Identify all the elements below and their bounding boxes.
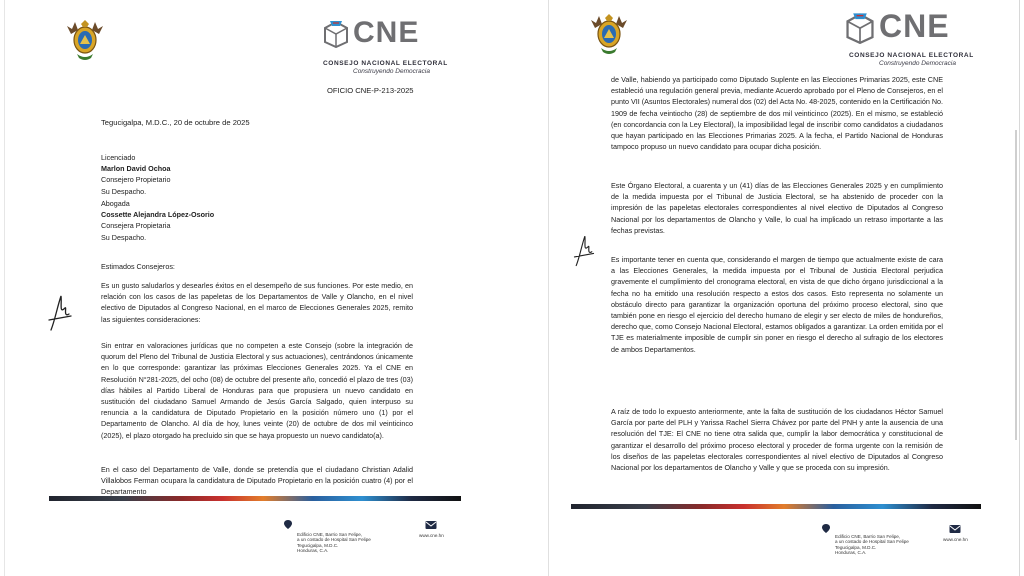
body-paragraph: Sin entrar en valoraciones jurídicas que no competen a este Consejo (sobre la integración de quorum del Pleno del Tribunal de Justicia Electoral y sus actuaciones), centrándonos únicamente en lo que corresponde: garantizar las próximas Elecciones Generales 2025. Ya el CNE en Resolución N°281-2025, del ocho (08) de octubre del presente año, concedió el plazo de tres (03) días hábiles al Partido Liberal de Honduras para que propusiera un nuevo candidato en sustitución del ciudadano Samuel Armando de Jesús García Salgado, quien interpuso su renuncia a la candidatura de Diputado Propietario en la posición número uno (1) por el Departamento de Olancho. Al día de hoy, lunes veinte (20) de octubre de dos mil veinticinco (2025), el plazo otorgado ha precluido sin que se haya propuesto un nuevo candidato(a). bbox=[101, 341, 413, 440]
recipient-2 bbox=[101, 198, 214, 243]
cne-logo-text: CNE bbox=[353, 16, 420, 49]
recipient-1-office: Su Despacho. bbox=[101, 186, 147, 196]
recipient-1-role: Consejero Propietario bbox=[101, 175, 171, 185]
footer-address-line: a un costado de Hospital San Felipe bbox=[835, 539, 909, 545]
mail-icon bbox=[425, 520, 437, 530]
body-paragraph: En el caso del Departamento de Valle, donde se pretendía que el ciudadano Christian Adalid Villalobos Ferman ocupara la candidatura de Diputado Propietario en la posición cuatro (4) por el Departamento bbox=[101, 465, 413, 497]
cne-logo-name: CONSEJO NACIONAL ELECTORAL bbox=[323, 60, 448, 67]
cne-logo-name: CONSEJO NACIONAL ELECTORAL bbox=[849, 52, 974, 59]
footer-website[interactable]: www.cne.hn bbox=[419, 533, 444, 538]
office-reference: OFICIO CNE-P-213-2025 bbox=[327, 86, 414, 95]
recipient-2-role: Consejera Propietaria bbox=[101, 221, 171, 231]
location-pin-icon bbox=[283, 520, 293, 529]
cne-logo-text: CNE bbox=[879, 8, 950, 44]
recipient-1-title: Licenciado bbox=[101, 153, 136, 162]
body-paragraph: de Valle, habiendo ya participado como Diputado Suplente en las Elecciones Primarias 2025, este CNE estableció una regulación general previa, mediante Acuerdo aprobado por el Pleno de Consejeros, en el punto VII (Asuntos Electorales) numeral dos (02) del Acta No. 48-2025, contenido en la Certificación No. 1909 de fecha veintiocho (28) de septiembre de dos mil veinticinco (2025). En el mismo, se estableció (en concordancia con la Ley Electoral), la imposibilidad legal de inscribir como candidatos a ciudadanos que hayan participado en las Elecciones Primarias 2025. A la fecha, el Partido Nacional de Honduras tampoco propuso un nuevo candidato para ocupar dicha posición. bbox=[611, 75, 944, 152]
footer-address-line: Edificio CNE, Barrio San Felipe, bbox=[835, 534, 901, 539]
honduras-coat-of-arms-icon bbox=[589, 12, 629, 56]
body-paragraph: Este Órgano Electoral, a cuarenta y un (41) días de las Elecciones Generales 2025 y en cumplimiento de la medida impuesta por el Tribunal de Justicia Electoral, se ha abstenido de proceder con la impresión de las papeletas electorales correspondientes al nivel electivo de Diputados al Congreso Nacional por los departamentos de Olancho y Valle, lo cual ha implicado un retraso importante a las fechas previstas. bbox=[611, 181, 943, 235]
footer-website[interactable]: www.cne.hn bbox=[943, 537, 968, 542]
greeting: Estimados Consejeros: bbox=[101, 262, 175, 271]
footer-address-line: Tegucigalpa, M.D.C. bbox=[835, 544, 877, 550]
location-pin-icon bbox=[821, 524, 831, 533]
signature-initials-icon bbox=[571, 230, 597, 270]
recipient-2-office: Su Despacho. bbox=[101, 232, 147, 242]
letter-page-2 bbox=[548, 0, 1020, 576]
body-paragraph: Es importante tener en cuenta que, considerando el margen de tiempo que actualmente existe de cara a las Elecciones Generales, la medida impuesta por el Tribunal de Justicia Electoral perjudica gravemente el cumplimiento del cronograma electoral, en vista de que dicho órgano jurisdiccional a la fecha no ha emitido una resolución respecto a estos dos casos. Esto representa no solamente un obstáculo directo para garantizar la organización oportuna del próximo proceso electoral, sino que también pone en riesgo el ejercicio del derecho humano de elegir y ser electo de miles de hondureños, derecho que, como Consejo Nacional Electoral, estamos obligados a garantizar. La orden emitida por el TJE es materialmente imposible de cumplir sin poner en riesgo el derecho al sufragio de los electores de ambos Departamentos. bbox=[611, 255, 943, 354]
honduras-coat-of-arms-icon bbox=[65, 18, 105, 62]
recipient-2-name: Cossette Alejandra López-Osorio bbox=[101, 210, 215, 220]
letter-page-1 bbox=[4, 0, 478, 576]
footer-color-band bbox=[49, 496, 461, 501]
body-paragraph: Es un gusto saludarlos y desearles éxitos en el desempeño de sus funciones. Por este medio, en relación con los casos de las papeletas de los Departamentos de Valle y Olancho, en el nivel electivo de Diputados al Congreso Nacional, en el marco de Elecciones Generales 2025, remito las siguientes consideraciones: bbox=[101, 281, 413, 324]
cne-logo-tagline: Construyendo Democracia bbox=[879, 60, 956, 67]
footer-address bbox=[835, 534, 909, 556]
document-scrollbar[interactable] bbox=[1015, 130, 1017, 440]
footer-address-line: Honduras, C.A. bbox=[297, 548, 329, 554]
cne-logo-icon bbox=[321, 18, 351, 48]
place-date: Tegucigalpa, M.D.C., 20 de octubre de 2025 bbox=[101, 118, 250, 127]
cne-logo-icon bbox=[843, 10, 877, 44]
footer-address bbox=[297, 532, 371, 554]
mail-icon bbox=[949, 524, 961, 534]
footer-address-line: Tegucigalpa, M.D.C. bbox=[297, 542, 339, 548]
cne-logo-tagline: Construyendo Democracia bbox=[353, 68, 430, 75]
recipient-1-name: Marlon David Ochoa bbox=[101, 164, 171, 174]
recipient-2-title: Abogada bbox=[101, 199, 130, 208]
body-paragraph: A raíz de todo lo expuesto anteriormente, ante la falta de sustitución de los ciudadanos Héctor Samuel García por parte del PLH y Yarissa Rachel Sierra Chávez por parte del PNH y ante la ausencia de una resolución del TJE: El CNE no tiene otra salida que, cumplir la labor democrática y constitucional de garantizar el desarrollo del próximo proceso electoral y proceder de forma urgente con la remisión de los diseños de las papeletas electorales correspondientes al nivel electivo de Diputados al Congreso Nacional por los departamentos de Olancho y Valle y que se proceda con su impresión. bbox=[611, 407, 943, 473]
footer-color-band bbox=[571, 504, 981, 509]
footer-address-line: Edificio CNE, Barrio San Felipe, bbox=[297, 532, 363, 537]
recipient-1 bbox=[101, 152, 171, 197]
footer-address-line: a un costado de Hospital San Felipe bbox=[297, 537, 371, 543]
page-gap bbox=[477, 0, 547, 576]
footer-address-line: Honduras, C.A. bbox=[835, 550, 867, 556]
signature-initials-icon bbox=[45, 290, 75, 334]
